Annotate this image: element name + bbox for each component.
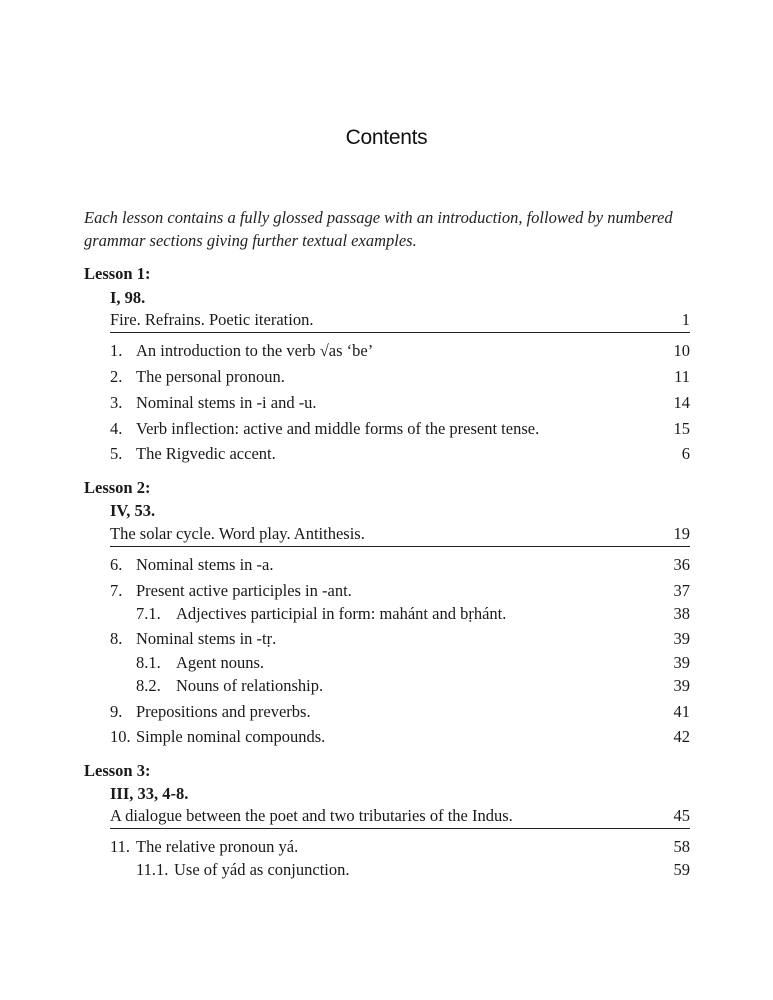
toc-entry[interactable] [110,837,690,857]
toc-entry-number: 5. [110,444,123,463]
toc-entry-title: The personal pronoun. [136,367,285,386]
toc-page-number: 36 [673,555,690,574]
toc-page-number: 19 [673,524,690,543]
toc-entry-number: 11.1. [136,860,169,879]
toc-entry-number: 7.1. [136,604,161,623]
toc-entry-title: Prepositions and preverbs. [136,702,311,721]
toc-entry[interactable] [110,419,690,439]
toc-entry-title: Verb inflection: active and middle forms of the present tense. [136,419,540,438]
toc-entry-title: Nouns of relationship. [176,676,324,695]
toc-page-number: 15 [673,419,690,438]
toc-entry[interactable] [110,581,690,601]
toc-entry[interactable] [110,555,690,575]
toc-page-number: 14 [673,393,690,412]
lesson-1-heading: Lesson 1: [84,264,151,283]
toc-entry-number: 8.2. [136,676,161,695]
toc-entry-title: The Rigvedic accent. [136,444,276,463]
toc-page-number: 39 [673,653,690,672]
toc-page-number: 10 [673,341,690,360]
passage-divider [110,332,690,333]
lesson-2-heading: Lesson 2: [84,478,151,497]
toc-page-number: 6 [681,444,690,463]
lesson-3-passage-ref: III, 33, 4-8. [110,784,189,803]
lesson-2-passage-ref: IV, 53. [110,501,156,520]
toc-subentry[interactable] [110,860,690,880]
toc-entry-number: 11. [110,837,131,856]
toc-entry-number: 7. [110,581,123,600]
toc-entry-title: Fire. Refrains. Poetic iteration. [110,310,314,329]
toc-entry-number: 10. [110,727,131,746]
toc-entry-title: The relative pronoun yá. [136,837,299,856]
contents-intro: Each lesson contains a fully glossed passage with an introduction, followed by numbered grammar sections giving further textual examples. [84,208,673,250]
toc-subentry[interactable] [110,676,690,696]
toc-page-number: 41 [673,702,690,721]
toc-entry-title: Agent nouns. [176,653,264,672]
toc-entry-number: 9. [110,702,123,721]
passage-divider [110,546,690,547]
toc-entry-title: Simple nominal compounds. [136,727,326,746]
toc-entry-title: A dialogue between the poet and two tributaries of the Indus. [110,806,513,825]
toc-page-number: 39 [673,676,690,695]
toc-entry[interactable] [110,393,690,413]
toc-page-number: 11 [674,367,690,386]
toc-entry-title: Nominal stems in -a. [136,555,274,574]
toc-entry[interactable] [110,444,690,464]
toc-page-number: 58 [673,837,690,856]
passage-divider [110,828,690,829]
toc-entry-number: 1. [110,341,123,360]
toc-entry-title: The solar cycle. Word play. Antithesis. [110,524,365,543]
toc-entry-title: Adjectives participial in form: mahánt and bṛhánt. [176,604,507,623]
toc-page-number: 59 [673,860,690,879]
page-title: Contents [345,126,428,149]
lesson-1-passage-ref: I, 98. [110,288,146,307]
toc-entry-number: 8.1. [136,653,161,672]
toc-entry-number: 3. [110,393,123,412]
toc-entry-number: 2. [110,367,123,386]
toc-entry[interactable] [110,341,690,361]
toc-page-number: 42 [673,727,690,746]
toc-entry-title: Present active participles in -ant. [136,581,352,600]
toc-page-number: 45 [673,806,690,825]
toc-entry-title: Nominal stems in -i and -u. [136,393,317,412]
toc-entry-title: Nominal stems in -tṛ. [136,629,277,648]
toc-entry-number: 8. [110,629,123,648]
toc-subentry[interactable] [110,653,690,673]
toc-page-number: 39 [673,629,690,648]
toc-entry[interactable] [110,702,690,722]
toc-entry-number: 4. [110,419,123,438]
lesson-1-passage-entry[interactable] [110,310,690,330]
lesson-3-heading: Lesson 3: [84,761,151,780]
toc-page-number: 38 [673,604,690,623]
toc-entry-title: An introduction to the verb √as ‘be’ [136,341,374,360]
toc-entry[interactable] [110,367,690,387]
toc-entry-number: 6. [110,555,123,574]
toc-entry[interactable] [110,727,690,747]
toc-subentry[interactable] [110,604,690,624]
lesson-3-passage-entry[interactable] [110,806,690,826]
lesson-2-passage-entry[interactable] [110,524,690,544]
toc-entry[interactable] [110,629,690,649]
toc-entry-title: Use of yád as conjunction. [174,860,350,879]
toc-page-number: 37 [673,581,690,600]
toc-page-number: 1 [681,310,690,329]
